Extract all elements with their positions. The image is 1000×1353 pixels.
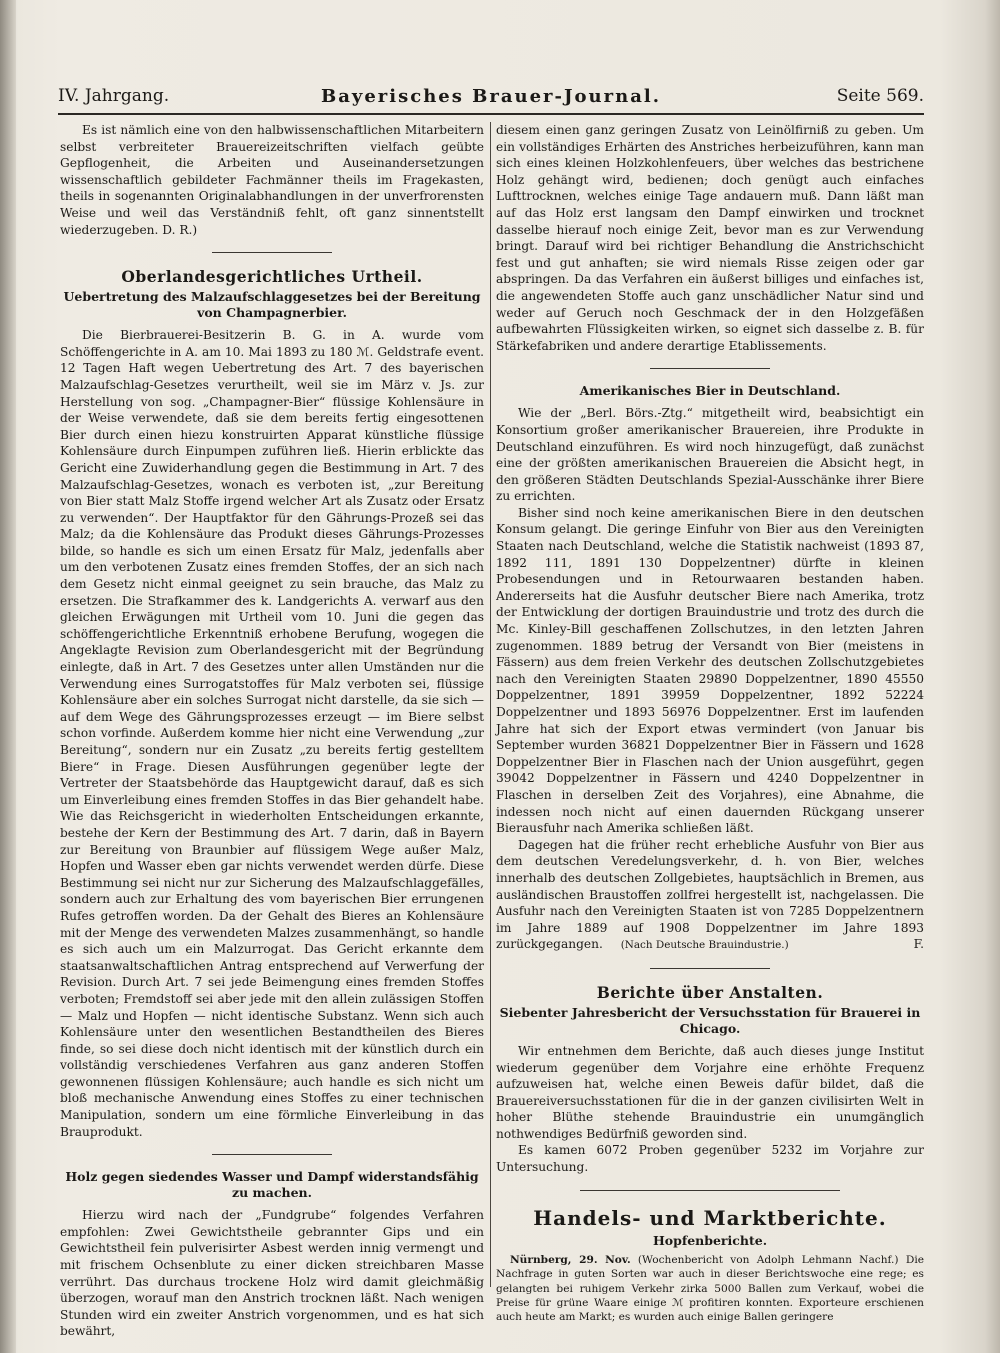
article-title-chicago: Siebenter Jahresbericht der Versuchsstation für Brauerei in Chicago. [499, 1004, 921, 1036]
article-signature: F. [913, 937, 924, 952]
section-title-anstalten: Berichte über Anstalten. [596, 982, 824, 1002]
intro-paragraph: Es ist nämlich eine von den halbwissenschaftlichen Mitarbeitern selbst verbreiteter Brauereizeitschriften vielfach geübte Gepflogenheit, die Arbeiten und Auseinandersetzungen wissenschaftlich gebildeter Fachmänner theils im Fragekasten, theils in sogenannten Originalabhandlungen in der unverfrorensten Weise und weil das Verständniß fehlt, oft ganz sinnentstellt wiederzugeben. D. R.) [60, 123, 484, 237]
separator-rule [580, 1190, 840, 1191]
journal-title: Bayerisches Brauer-Journal. [321, 86, 661, 107]
article-title-holz: Holz gegen siedendes Wasser und Dampf widerstandsfähig zu machen. [65, 1169, 479, 1201]
article-p1-amerikanisches-bier: Wie der „Berl. Börs.-Ztg.“ mitgetheilt wird, beabsichtigt ein Konsortium großer amerikanischer Brauereien, ihre Produkte in Deutschland einzuführen. Es wird noch hinzugefügt, daß zunächst eine der größten amerikanischen Brauereien die Absicht hegt, in den größeren Städten Deutschlands Spezial-Ausschänke ihrer Biere zu errichten. [496, 406, 924, 504]
article-continuation-holz: diesem einen ganz geringen Zusatz von Leinölfirniß zu geben. Um ein vollständiges Erhärten des Anstriches herbeizuführen, kann man sich eines kleinen Holzkohlenfeuers, über welches das bestrichene Holz gehängt wird, bedienen; doch genügt auch einfaches Lufttrocknen, welches einige Tage andauern muß. Dann läßt man auf das Holz erst langsam den Dampf einwirken und trocknet dasselbe hierauf noch einige Zeit, bevor man es zur Verwendung bringt. Darauf wird bei richtiger Behandlung die Anstrichschicht fest und gut anhaften; sie wird niemals Risse zeigen oder gar abspringen. Da das Verfahren ein äußerst billiges und einfaches ist, die angewendeten Stoffe auch ganz unschädlicher Natur sind und weder auf Geruch noch Geschmack der in den Holzgefäßen aufbewahrten Flüssigkeiten wirken, so eignet sich dasselbe z. B. für Stärkefabriken und andere derartige Etablissements. [496, 123, 924, 353]
article-title-urtheil: Oberlandesgerichtliches Urtheil. [121, 267, 423, 287]
market-dateline-source: (Wochenbericht von Adolph Lehmann Nachf.) [637, 1254, 899, 1267]
volume-label: IV. Jahrgang. [58, 86, 170, 106]
column-divider [490, 122, 491, 1287]
separator-rule [650, 368, 770, 369]
article-title-amerikanisches-bier: Amerikanisches Bier in Deutschland. [579, 383, 841, 399]
page-binding-shadow [0, 0, 16, 1353]
article-p3-amerikanisches-bier: Dagegen hat die früher recht erhebliche Ausfuhr von Bier aus dem deutschen Veredelungsverkehr, d. h. von Bier, welches innerhalb des deutschen Zollgebietes, hauptsächlich in Bremen, aus ausländischen Braustoffen zollfrei hergestellt ist, nachgelassen. Die Ausfuhr nach den Vereinigten Staaten ist von 7285 Doppelzentnern im Jahre 1889 auf 1908 Doppelzentner im Jahre 1893 zurückgegangen. (Nach Deutsche Brauindustrie.) F. [496, 837, 924, 952]
separator-rule [212, 252, 332, 253]
subsection-title-hopfen: Hopfenberichte. [652, 1232, 768, 1248]
article-p1-chicago: Wir entnehmen dem Berichte, daß auch dieses junge Institut wiederum gegenüber dem Vorjahre eine erhöhte Frequenz aufzuweisen hat, welche einen Beweis dafür bildet, daß die Brauereiversuchsstationen für die in der ganzen civilisirten Welt in hoher Blüthe stehende Brauindustrie ein unumgänglich nothwendiges Bedürfniß geworden sind. [496, 1043, 924, 1141]
intro-signature: D. R.) [162, 222, 198, 237]
market-report-body: Nürnberg, 29. Nov. (Wochenbericht von Adolph Lehmann Nachf.) Die Nachfrage in guten Sorten war auch in dieser Berichtswoche eine rege; es gelangten bei ruhigem Verkehr zirka 5000 Ballen zum Verkauf, wobei die Preise für grüne Waare einige ℳ profitiren konnten. Exporteure erschienen auch heute am Markt; es wurden auch einige Ballen geringere [496, 1254, 924, 1324]
article-body-urtheil: Die Bierbrauerei-Besitzerin B. G. in A. wurde vom Schöffengerichte in A. am 10. Mai 1893 zu 180 ℳ. Geldstrafe event. 12 Tagen Haft wegen Uebertretung des Art. 7 des bayerischen Malzaufschlag-Gesetzes verurtheilt, weil sie im März v. Js. zur Herstellung von sog. „Champagner-Bier“ flüssige Kohlensäure in der Weise verwendete, daß sie dem bereits fertig eingesottenen Bier durch einen hiezu konstruirten Apparat künstliche flüssige Kohlensäure durch Einpumpen zuführen ließ. Hierin erblickte das Gericht eine Zuwiderhandlung gegen die Bestimmung in Art. 7 des Malzaufschlag-Gesetzes, wonach es verboten ist, „zur Bereitung von Bier statt Malz Stoffe irgend welcher Art als Zusatz oder Ersatz zu verwenden“. Der Hauptfaktor für den Gährungs-Prozeß sei das Malz; da die Kohlensäure das Produkt dieses Gährungs-Prozesses bilde, so handle es sich um einen Ersatz für Malz, jedenfalls aber um den verbotenen Zusatz eines fremden Stoffes, der an sich nach dem Gesetz nicht einmal geeignet zu sein brauche, das Malz zu ersetzen. Die Strafkammer des k. Landgerichts A. verwarf aus den gleichen Erwägungen mit Urtheil vom 10. Juni die gegen das schöffengerichtliche Erkenntniß erhobene Berufung, wogegen die Angeklagte Revision zum Oberlandesgericht mit der Begründung einlegte, daß in Art. 7 des Gesetzes unter allen Umständen nur die Verwendung eines Surrogatstoffes für Malz verboten sei, flüssige Kohlensäure aber ein solches Surrogat nicht darstelle, da sie sich — auf dem Wege des Gährungsprozesses erzeugt — im Biere selbst schon vorfinde. Außerdem komme hier nicht eine Verwendung „zur Bereitung“, sondern nur ein Zusatz „zu bereits fertig gestelltem Biere“ in Frage. Diesen Ausführungen gegenüber legte der Vertreter der Staatsbehörde das Hauptgewicht darauf, daß es sich um Einverleibung eines fremden Stoffes in das Bier gehandelt habe. Wie das Reichsgericht in wiederholten Entscheidungen erkannte, bestehe der Kern der Bestimmung des Art. 7 darin, daß in Bayern zur Bereitung von Braunbier auf flüssigem Wege außer Malz, Hopfen und Wasser eben gar nichts verwendet werden dürfe. Diese Bestimmung sei nicht nur zur Sicherung des Malzaufschlaggefälles, sondern auch zur Erhaltung des vom bayerischen Bier errungenen Rufes getroffen worden. Da der Gehalt des Bieres an Kohlensäure mit der Menge des verwendeten Malzes zusammenhängt, so handle es sich auch um ein Malzurrogat. Das Gericht erkannte dem staatsanwaltschaftlichen Antrag entsprechend auf Verwerfung der Revision. Durch Art. 7 sei jede Beimengung eines fremden Stoffes verboten; Fremdstoff sei aber jede mit den allein zulässigen Stoffen — Malz und Hopfen — nicht identische Substanz. Wenn sich auch Kohlensäure unter den wesentlichen Bestandtheilen des Bieres finde, so sei diese doch nicht identisch mit der künstlich durch ein vollständig verschiedenes Verfahren aus ganz anderen Stoffen gewonnenen flüssigen Kohlensäure; auch handle es sich nicht um bloß mechanische Anwendung eines Stoffes zu einer technischen Manipulation, sondern um eine förmliche Einverleibung in das Brauprodukt. [60, 328, 484, 1139]
separator-rule [212, 1154, 332, 1155]
page-number: Seite 569. [836, 86, 924, 106]
left-column [60, 122, 484, 1340]
article-body-holz: Hierzu wird nach der „Fundgrube“ folgendes Verfahren empfohlen: Zwei Gewichtstheile gebrannter Gips und ein Gewichtstheil fein pulverisirter Asbest werden innig vermengt und mit frischem Ochsenblute zu einer dicken streichbaren Masse verrührt. Das durchaus trockene Holz wird damit gleichmäßig überzogen, worauf man den Anstrich trocknen läßt. Nach wenigen Stunden wird ein zweiter Anstrich vorgenommen, und es hat sich bewährt, [60, 1208, 484, 1339]
market-report [496, 1253, 924, 1324]
separator-rule [650, 968, 770, 969]
article-source: (Nach Deutsche Brauindustrie.) [620, 939, 789, 952]
section-title-handel: Handels- und Marktberichte. [533, 1205, 887, 1230]
article-p2-amerikanisches-bier: Bisher sind noch keine amerikanischen Biere in den deutschen Konsum gelangt. Die geringe Einfuhr von Bier aus den Vereinigten Staaten nach Deutschland, welche die Statistik nachweist (1893 87, 1892 111, 1891 130 Doppelzentner) dürfte in kleinen Probesendungen und in Retourwaaren bestanden haben. Andererseits hat die Ausfuhr deutscher Biere nach Amerika, trotz der Entwicklung der dortigen Brauindustrie und trotz des durch die Mc. Kinley-Bill geschaffenen Zollschutzes, in den letzten Jahren zugenommen. 1889 betrug der Versandt von Bier (meistens in Fässern) aus dem freien Verkehr des deutschen Zollschutzgebietes nach den Vereinigten Staaten 29890 Doppelzentner, 1890 45550 Doppelzentner, 1891 39959 Doppelzentner, 1892 52224 Doppelzentner und 1893 56976 Doppelzentner. Erst im laufenden Jahre hat sich der Export etwas vermindert (von Januar bis September wurden 36821 Doppelzentner Bier in Fässern und 1628 Doppelzentner Bier in Flaschen nach der Union ausgeführt, gegen 39042 Doppelzentner in Fässern und 4240 Doppelzentner in Flaschen in derselben Zeit des Vorjahres), eine Abnahme, die indessen noch nicht auf einen dauernden Rückgang unserer Bierausfuhr nach Amerika schließen läßt. [496, 505, 924, 836]
market-dateline: Nürnberg, 29. Nov. [510, 1254, 631, 1267]
article-p2-chicago: Es kamen 6072 Proben gegenüber 5232 im Vorjahre zur Untersuchung. [496, 1143, 924, 1175]
article-subtitle-urtheil: Uebertretung des Malzaufschlaggesetzes bei der Bereitung von Champagnerbier. [63, 289, 481, 321]
header-rule [58, 113, 924, 115]
page-header [58, 86, 924, 112]
right-column [496, 122, 924, 1324]
